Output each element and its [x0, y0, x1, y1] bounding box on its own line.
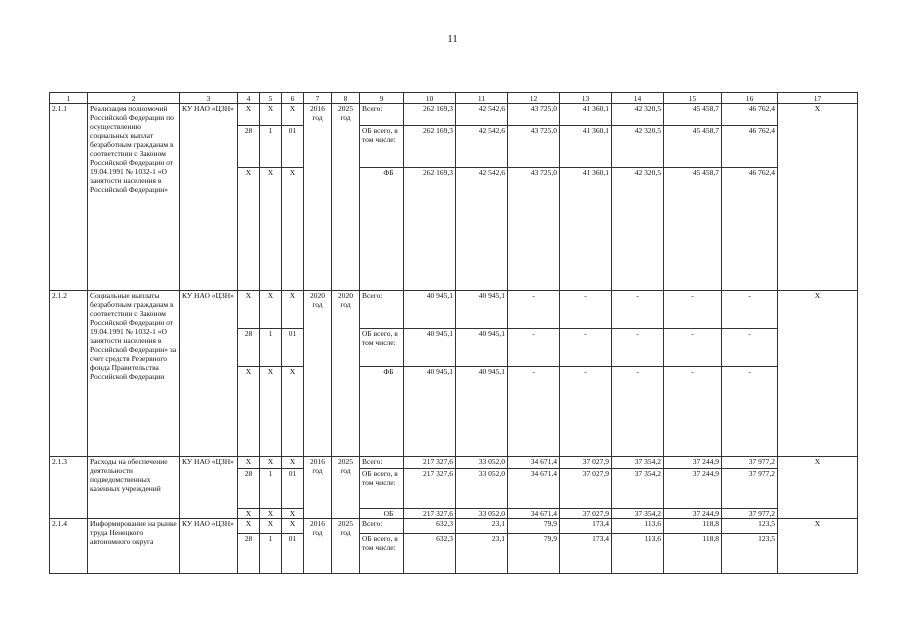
amount-cell: -	[664, 367, 722, 457]
code-col-5: X	[260, 104, 282, 126]
col-17-mark: X	[778, 104, 858, 291]
amount-cell: 37 977,2	[722, 509, 778, 519]
amount-cell: 79,9	[508, 534, 560, 574]
header-cell: 8	[332, 93, 360, 104]
funding-source: ОБ всего, в том числе:	[360, 534, 404, 574]
amount-cell: 123,5	[722, 519, 778, 534]
amount-cell: 37 027,9	[560, 457, 612, 469]
year-end: 2025 год	[332, 519, 360, 574]
amount-cell: 42 542,6	[456, 168, 508, 291]
amount-cell: 262 169,3	[404, 104, 456, 126]
amount-cell: -	[560, 329, 612, 367]
amount-cell: 79,9	[508, 519, 560, 534]
code-col-4: X	[238, 168, 260, 291]
amount-cell: -	[722, 367, 778, 457]
measure-name: Информирование на рынке труда Ненецкого автономного округа	[88, 519, 180, 574]
amount-cell: 45 458,7	[664, 126, 722, 168]
year-end: 2020 год	[332, 291, 360, 457]
header-cell: 4	[238, 93, 260, 104]
funding-source: ФБ	[360, 367, 404, 457]
code-col-4: X	[238, 367, 260, 457]
amount-cell: 45 458,7	[664, 168, 722, 291]
amount-cell: 43 725,0	[508, 168, 560, 291]
table-row	[50, 519, 858, 534]
amount-cell: 262 169,3	[404, 126, 456, 168]
amount-cell: 42 320,5	[612, 104, 664, 126]
funding-source: Всего:	[360, 291, 404, 329]
amount-cell: 45 458,7	[664, 104, 722, 126]
amount-cell: 42 542,6	[456, 126, 508, 168]
year-start: 2016 год	[304, 519, 332, 574]
code-col-6: X	[282, 291, 304, 329]
amount-cell: 23,1	[456, 519, 508, 534]
header-cell: 1	[50, 93, 88, 104]
amount-cell: -	[612, 291, 664, 329]
amount-cell: -	[508, 291, 560, 329]
code-col-6: 01	[282, 534, 304, 574]
amount-cell: 40 945,1	[404, 291, 456, 329]
code-col-5: X	[260, 168, 282, 291]
code-col-6: X	[282, 509, 304, 519]
amount-cell: 43 725,0	[508, 104, 560, 126]
measure-name: Расходы на обеспечение деятельности подведомственных казенных учреждений	[88, 457, 180, 519]
header-cell: 6	[282, 93, 304, 104]
amount-cell: 37 977,2	[722, 469, 778, 509]
amount-cell: 37 027,9	[560, 509, 612, 519]
amount-cell: 40 945,1	[456, 329, 508, 367]
amount-cell: 46 762,4	[722, 104, 778, 126]
amount-cell: 33 052,0	[456, 509, 508, 519]
page-number: 11	[447, 33, 458, 45]
code-col-6: X	[282, 519, 304, 534]
amount-cell: 42 542,6	[456, 104, 508, 126]
header-cell: 7	[304, 93, 332, 104]
amount-cell: 37 977,2	[722, 457, 778, 469]
col-17-mark: X	[778, 519, 858, 574]
table-row	[50, 104, 858, 126]
year-start: 2016 год	[304, 457, 332, 519]
amount-cell: 217 327,6	[404, 469, 456, 509]
measure-name: Социальные выплаты безработным гражданам в соответствии с Законом Российской Федерации от 19.04.1991 № 1032-1 «О занятости населения в Российской Федерации» за счет средств Резервного фонда Правительства Российской Федерации	[88, 291, 180, 457]
amount-cell: 34 671,4	[508, 509, 560, 519]
code-col-4: 28	[238, 126, 260, 168]
table-row	[50, 457, 858, 469]
amount-cell: -	[722, 291, 778, 329]
amount-cell: 632,3	[404, 534, 456, 574]
amount-cell: -	[560, 291, 612, 329]
code-col-4: X	[238, 104, 260, 126]
amount-cell: -	[664, 291, 722, 329]
header-cell: 16	[722, 93, 778, 104]
program-table	[49, 92, 858, 574]
code-col-4: 28	[238, 534, 260, 574]
funding-source: ОБ всего, в том числе:	[360, 329, 404, 367]
code-col-5: 1	[260, 534, 282, 574]
amount-cell: 46 762,4	[722, 126, 778, 168]
header-cell: 10	[404, 93, 456, 104]
table-row	[50, 291, 858, 329]
code-col-5: 1	[260, 329, 282, 367]
amount-cell: -	[508, 367, 560, 457]
amount-cell: 40 945,1	[456, 291, 508, 329]
row-number: 2.1.2	[50, 291, 88, 457]
amount-cell: 37 244,9	[664, 469, 722, 509]
amount-cell: 37 354,2	[612, 469, 664, 509]
year-start: 2020 год	[304, 291, 332, 457]
amount-cell: 632,3	[404, 519, 456, 534]
header-cell: 9	[360, 93, 404, 104]
header-cell: 15	[664, 93, 722, 104]
code-col-5: X	[260, 519, 282, 534]
header-cell: 17	[778, 93, 858, 104]
code-col-5: X	[260, 367, 282, 457]
amount-cell: 113,6	[612, 534, 664, 574]
row-number: 2.1.3	[50, 457, 88, 519]
amount-cell: -	[612, 329, 664, 367]
amount-cell: 217 327,6	[404, 509, 456, 519]
funding-source: ОБ всего, в том числе:	[360, 469, 404, 509]
executor: КУ НАО «ЦЗН»	[180, 104, 238, 291]
row-number: 2.1.4	[50, 519, 88, 574]
header-cell: 12	[508, 93, 560, 104]
amount-cell: 37 354,2	[612, 457, 664, 469]
executor: КУ НАО «ЦЗН»	[180, 457, 238, 519]
amount-cell: -	[664, 329, 722, 367]
amount-cell: 34 671,4	[508, 469, 560, 509]
executor: КУ НАО «ЦЗН»	[180, 519, 238, 574]
funding-source: ОБ	[360, 509, 404, 519]
amount-cell: 33 052,0	[456, 457, 508, 469]
amount-cell: 40 945,1	[404, 367, 456, 457]
amount-cell: 217 327,6	[404, 457, 456, 469]
amount-cell: 37 244,9	[664, 457, 722, 469]
col-17-mark: X	[778, 457, 858, 519]
code-col-4: X	[238, 509, 260, 519]
amount-cell: 42 320,5	[612, 168, 664, 291]
code-col-4: X	[238, 519, 260, 534]
amount-cell: 40 945,1	[456, 367, 508, 457]
funding-source: Всего:	[360, 457, 404, 469]
code-col-4: 28	[238, 329, 260, 367]
header-cell: 3	[180, 93, 238, 104]
code-col-6: 01	[282, 469, 304, 509]
code-col-5: X	[260, 457, 282, 469]
funding-source: ФБ	[360, 168, 404, 291]
code-col-5: 1	[260, 126, 282, 168]
code-col-5: 1	[260, 469, 282, 509]
code-col-6: 01	[282, 329, 304, 367]
amount-cell: 37 027,9	[560, 469, 612, 509]
measure-name: Реализация полномочий Российской Федерации по осуществлению социальных выплат безработным гражданам в соответствии с Законом Российской Федерации от 19.04.1991 № 1032-1 «О занятости населения в Российской Федерации»	[88, 104, 180, 291]
header-cell: 2	[88, 93, 180, 104]
amount-cell: 40 945,1	[404, 329, 456, 367]
code-col-6: X	[282, 168, 304, 291]
amount-cell: -	[560, 367, 612, 457]
col-17-mark: X	[778, 291, 858, 457]
amount-cell: 34 671,4	[508, 457, 560, 469]
code-col-6: X	[282, 104, 304, 126]
funding-source: Всего:	[360, 104, 404, 126]
amount-cell: 118,8	[664, 534, 722, 574]
code-col-6: X	[282, 457, 304, 469]
amount-cell: 41 360,1	[560, 104, 612, 126]
amount-cell: 23,1	[456, 534, 508, 574]
executor: КУ НАО «ЦЗН»	[180, 291, 238, 457]
amount-cell: -	[508, 329, 560, 367]
amount-cell: -	[612, 367, 664, 457]
funding-source: ОБ всего, в том числе:	[360, 126, 404, 168]
amount-cell: 262 169,3	[404, 168, 456, 291]
funding-source: Всего:	[360, 519, 404, 534]
amount-cell: 33 052,0	[456, 469, 508, 509]
amount-cell: 173,4	[560, 519, 612, 534]
code-col-5: X	[260, 291, 282, 329]
header-cell: 14	[612, 93, 664, 104]
amount-cell: 37 354,2	[612, 509, 664, 519]
amount-cell: 42 320,5	[612, 126, 664, 168]
code-col-6: 01	[282, 126, 304, 168]
year-start: 2016 год	[304, 104, 332, 291]
code-col-4: X	[238, 457, 260, 469]
year-end: 2025 год	[332, 104, 360, 291]
amount-cell: 123,5	[722, 534, 778, 574]
header-row	[50, 93, 858, 104]
row-number: 2.1.1	[50, 104, 88, 291]
header-cell: 11	[456, 93, 508, 104]
header-cell: 5	[260, 93, 282, 104]
amount-cell: 46 762,4	[722, 168, 778, 291]
code-col-4: X	[238, 291, 260, 329]
header-cell: 13	[560, 93, 612, 104]
amount-cell: 118,8	[664, 519, 722, 534]
amount-cell: 173,4	[560, 534, 612, 574]
amount-cell: 37 244,9	[664, 509, 722, 519]
code-col-6: X	[282, 367, 304, 457]
amount-cell: 41 360,1	[560, 168, 612, 291]
code-col-4: 28	[238, 469, 260, 509]
amount-cell: 113,6	[612, 519, 664, 534]
amount-cell: 43 725,0	[508, 126, 560, 168]
amount-cell: -	[722, 329, 778, 367]
code-col-5: X	[260, 509, 282, 519]
amount-cell: 41 360,1	[560, 126, 612, 168]
year-end: 2025 год	[332, 457, 360, 519]
